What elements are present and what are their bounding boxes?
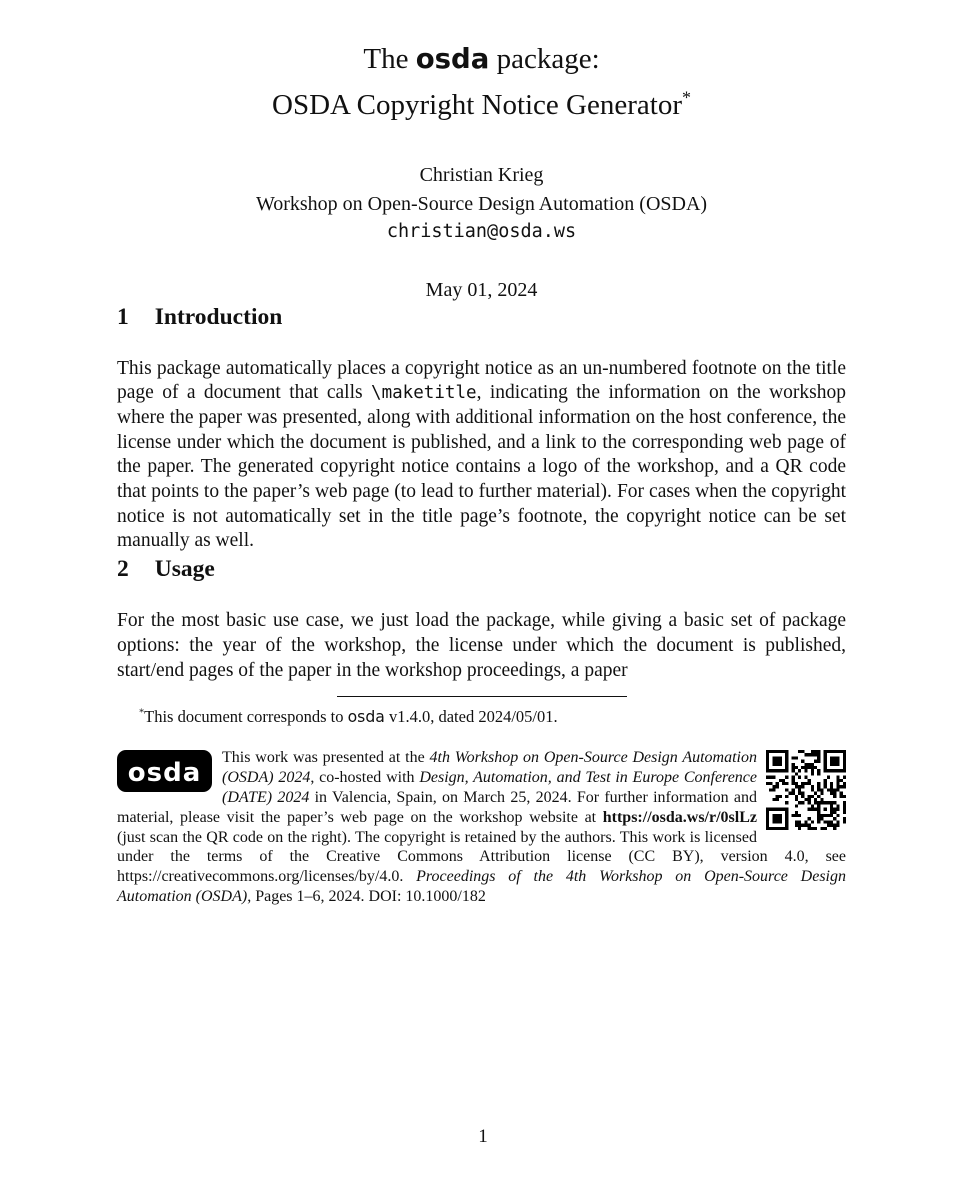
author-block	[117, 161, 846, 247]
text-segment: (just scan the QR code on the right). The copyright is retained by the authors. This work is licensed under the terms of the Creative Commons Attribution license (CC BY), version 4.0, see	[117, 828, 846, 866]
title-text-pre: The	[363, 43, 416, 75]
text-segment: v1.4.0, dated 2024/05/01.	[384, 706, 558, 726]
proceedings-name: Proceedings of the 4th Workshop on Open-Source Design Automation (OSDA)	[117, 868, 847, 906]
text-segment: , co-hosted with	[310, 769, 420, 787]
package-name: osda	[415, 43, 490, 75]
author-email[interactable]: christian@osda.ws	[386, 221, 577, 242]
osda-logo	[117, 750, 212, 798]
copyright-notice	[117, 748, 846, 906]
footnote-mark: *	[139, 707, 145, 719]
paper-title	[117, 36, 846, 128]
license-url-link[interactable]: https://creativecommons.org/licenses/by/4.0	[117, 868, 400, 886]
inline-code-maketitle: \maketitle	[371, 383, 477, 404]
title-footnote-mark: *	[681, 87, 691, 108]
section-title: Introduction	[154, 303, 283, 330]
paper-url-link[interactable]: https://osda.ws/r/0slLz	[602, 808, 757, 826]
section-title: Usage	[154, 556, 215, 583]
workshop-name: 4th Workshop on Open-Source Design Automation (OSDA) 2024	[222, 749, 758, 787]
title-line-1	[363, 43, 599, 75]
author-name: Christian Krieg	[419, 164, 544, 186]
package-name: osda	[347, 706, 385, 726]
text-segment: , indicating the information on the workshop where the paper was presented, along with additional information on the host conference, the license under which the document is published, and a link to the corresponding web page of the paper. The generated copyright notice contains a logo of the workshop, and a QR code that points to the paper’s web page (to lead to further material). For cases when the copyright notice is not automatically set in the title page’s footnote, the copyright notice can be set manually as well.	[117, 382, 846, 552]
qr-code[interactable]	[766, 750, 846, 836]
title-text-post: package:	[489, 43, 600, 75]
section-heading-usage	[117, 554, 846, 584]
text-segment: .	[399, 868, 417, 886]
text-segment: For the most basic use case, we just load the package, while giving a basic set of package options: the year of the workshop, the license under which the document is published, start/end pages of the paper in the workshop proceedings, a paper	[117, 610, 846, 681]
text-segment: in Valencia, Spain, on March 25, 2024. For further information and material, please visit the paper’s web page on the workshop website at	[117, 789, 757, 826]
paragraph-usage	[117, 609, 846, 683]
conference-name: Design, Automation, and Test in Europe Conference (DATE) 2024	[222, 769, 757, 807]
copyright-notice-text	[117, 749, 846, 905]
section-number: 2	[117, 556, 129, 583]
osda-logo-text: osda	[127, 758, 202, 789]
paragraph-introduction	[117, 357, 846, 555]
text-segment: This work was presented at the	[222, 749, 430, 767]
title-line-2	[272, 89, 691, 121]
section-number: 1	[117, 303, 129, 330]
page-number: 1	[478, 1126, 488, 1147]
section-heading-introduction	[117, 302, 846, 332]
date: May 01, 2024	[425, 278, 538, 301]
author-affiliation: Workshop on Open-Source Design Automation (OSDA)	[255, 192, 708, 215]
footnote-rule	[337, 696, 627, 697]
text-segment: This package automatically places a copyright notice as an un-numbered footnote on the title page of a document that calls	[117, 357, 846, 404]
title-subtitle: OSDA Copyright Notice Generator	[272, 89, 682, 121]
title-footnote	[117, 707, 846, 728]
text-segment: , Pages 1–6, 2024. DOI: 10.1000/182	[247, 888, 486, 906]
text-segment: This document corresponds to	[144, 706, 348, 726]
